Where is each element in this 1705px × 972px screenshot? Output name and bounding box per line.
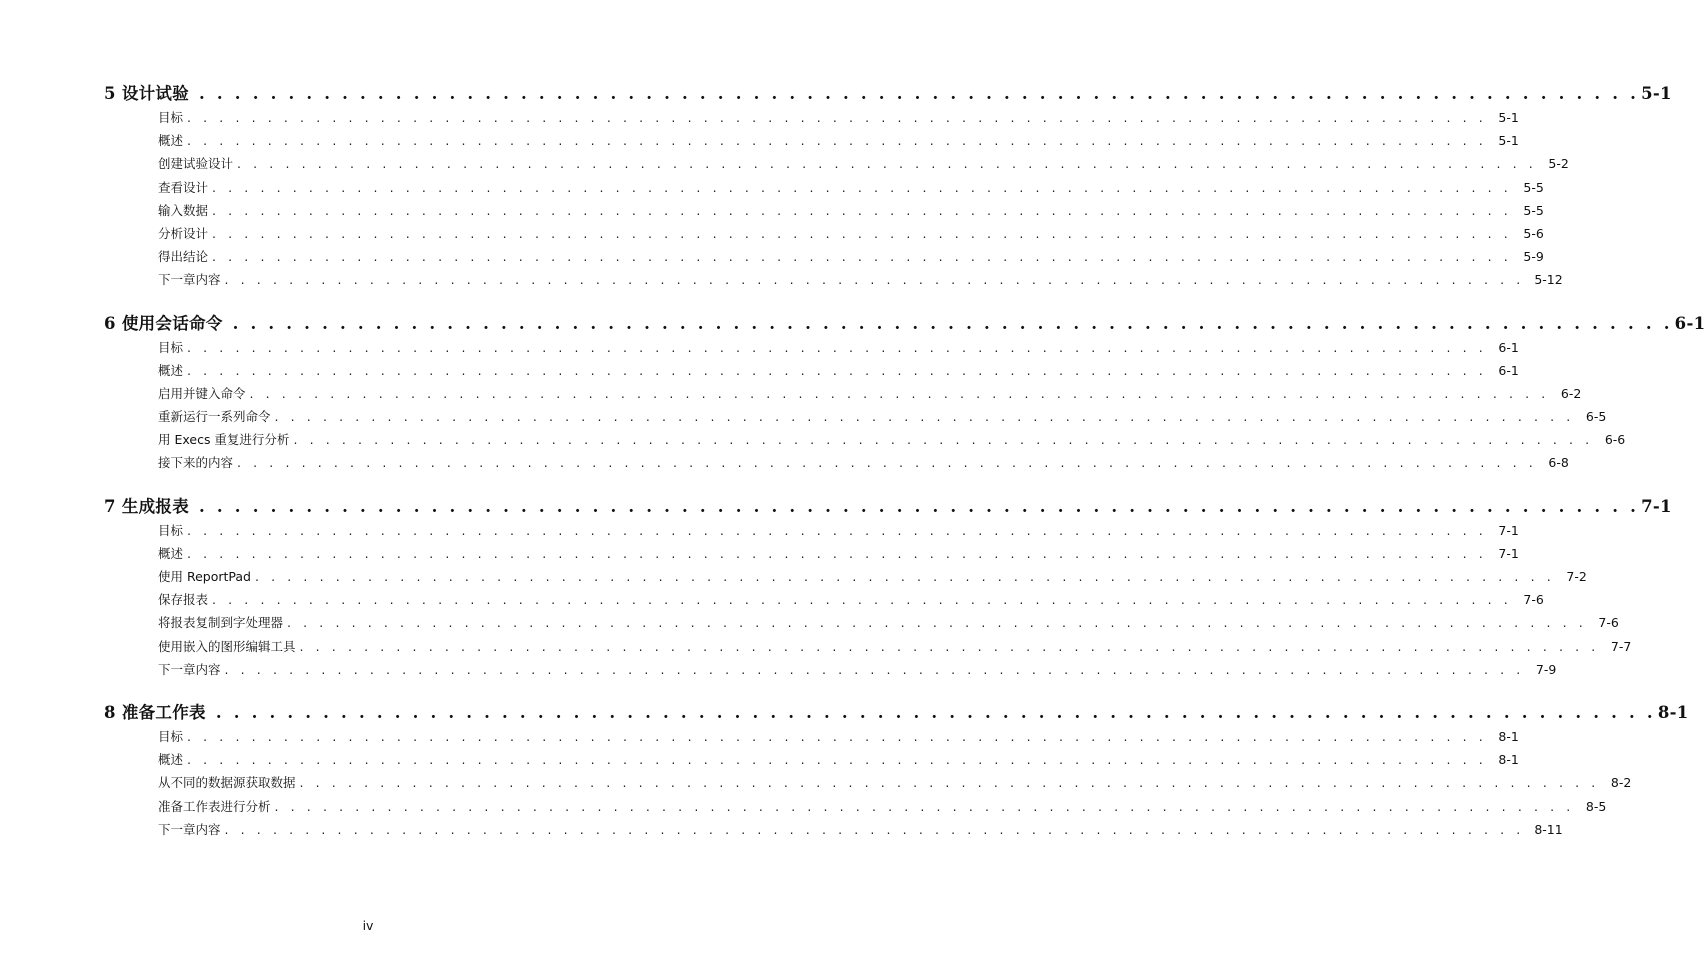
toc-entry <box>158 453 1569 476</box>
chapter-heading <box>104 699 1689 727</box>
entry-title: 下一章内容 <box>158 272 221 288</box>
toc-entry <box>158 820 1563 843</box>
toc-entry <box>158 384 1582 407</box>
toc-entry <box>158 544 1519 567</box>
chapter-page-number: 8-1 <box>1657 702 1689 722</box>
toc-entry <box>158 154 1569 177</box>
entry-title: 目标 <box>158 522 184 538</box>
entry-title: 将报表复制到字处理器 <box>158 615 284 631</box>
dot-leader: . . . . . . . . . . . . . . . . . . . . . . . . . . . . . . . . . . . . . . . . . . . . . . . . . . . . . . . . . . . . . . . . . . . . . . . . . . . . . . . . . <box>237 455 1537 471</box>
chapter-title: 5 设计试验 <box>104 84 190 103</box>
entry-page-number: 5-12 <box>1534 272 1563 288</box>
chapter-page-number: 5-1 <box>1641 84 1672 103</box>
toc-entry <box>158 201 1544 224</box>
entry-page-number: 6-8 <box>1548 455 1569 471</box>
toc-entry <box>158 750 1519 773</box>
dot-leader: . . . . . . . . . . . . . . . . . . . . . . . . . . . . . . . . . . . . . . . . . . . . . . . . . . . . . . . . . . . . . . . . . . . . . . . . . . . . . . . . . <box>212 225 1512 241</box>
entry-title: 查看设计 <box>158 179 209 195</box>
entry-page-number: 7-1 <box>1498 545 1519 561</box>
toc-entry <box>158 567 1587 590</box>
chapter-title: 8 准备工作表 <box>104 702 206 722</box>
entry-title: 输入数据 <box>158 202 209 218</box>
dot-leader: . . . . . . . . . . . . . . . . . . . . . . . . . . . . . . . . . . . . . . . . . . . . . . . . . . . . . . . . . . . . . . . . . . . . . . . . . . . . . . . . . <box>274 798 1575 814</box>
entry-title: 概述 <box>158 133 184 149</box>
entry-page-number: 7-7 <box>1610 638 1632 654</box>
dot-leader: . . . . . . . . . . . . . . . . . . . . . . . . . . . . . . . . . . . . . . . . . . . . . . . . . . . . . . . . . . . . . . . . . . . . . . . . . . . . . . . . . <box>187 110 1487 125</box>
toc-entry <box>158 224 1544 247</box>
entry-page-number: 6-6 <box>1604 432 1626 448</box>
entry-page-number: 8-5 <box>1585 798 1607 814</box>
chapter-heading <box>104 310 1705 338</box>
entry-title: 概述 <box>158 545 184 561</box>
entry-page-number: 8-2 <box>1610 775 1632 791</box>
entry-page-number: 6-2 <box>1560 385 1582 401</box>
entry-title: 启用并键入命令 <box>158 385 246 401</box>
toc-entry <box>158 637 1632 660</box>
dot-leader: . . . . . . . . . . . . . . . . . . . . . . . . . . . . . . . . . . . . . . . . . . . . . . . . . . . . . . . . . . . . . . . . . . . . . . . . . . . . . . . . . <box>187 133 1487 149</box>
entry-title: 创建试验设计 <box>158 156 234 172</box>
dot-leader: . . . . . . . . . . . . . . . . . . . . . . . . . . . . . . . . . . . . . . . . . . . . . . . . . . . . . . . . . . . . . . . . . . . . . . . . . . . . . . . . . <box>212 202 1512 218</box>
chapter-section <box>104 699 1689 843</box>
dot-leader: . . . . . . . . . . . . . . . . . . . . . . . . . . . . . . . . . . . . . . . . . . . . . . . . . . . . . . . . . . . . . . . . . . . . . . . . . . . . . . . . . <box>187 728 1487 744</box>
entry-title: 接下来的内容 <box>158 455 234 471</box>
entry-title: 分析设计 <box>158 225 209 241</box>
entry-page-number: 8-1 <box>1498 728 1519 744</box>
dot-leader: . . . . . . . . . . . . . . . . . . . . . . . . . . . . . . . . . . . . . . . . . . . . . . . . . . . . . . . . . . . . . . . . . . . . . . . . . . . . . . . . . <box>299 775 1600 791</box>
chapter-section <box>104 80 1672 294</box>
dot-leader: . . . . . . . . . . . . . . . . . . . . . . . . . . . . . . . . . . . . . . . . . . . . . . . . . . . . . . . . . . . . . . . . . . . . . . . . . . . . . . . . . <box>187 752 1487 768</box>
entry-page-number: 7-1 <box>1498 522 1519 538</box>
entry-title: 下一章内容 <box>158 661 221 677</box>
entry-page-number: 5-5 <box>1523 179 1544 195</box>
toc-entry <box>158 521 1519 544</box>
toc-entry <box>158 178 1544 201</box>
entry-page-number: 6-1 <box>1498 339 1519 355</box>
toc-entry <box>158 247 1544 270</box>
toc-entry <box>158 727 1519 750</box>
dot-leader: . . . . . . . . . . . . . . . . . . . . . . . . . . . . . . . . . . . . . . . . . . . . . . . . . . . . . . . . . . . . . . . . . . . . . . . . . . . . . . . . . <box>187 339 1487 355</box>
entry-page-number: 7-6 <box>1523 592 1544 608</box>
toc-entry <box>158 407 1607 430</box>
entry-title: 使用嵌入的图形编辑工具 <box>158 638 296 654</box>
dot-leader: . . . . . . . . . . . . . . . . . . . . . . . . . . . . . . . . . . . . . . . . . . . . . . . . . . . . . . . . . . . . . . . . . . . . . . . . . . . . . . . . . <box>287 615 1587 631</box>
page-number: iv <box>362 918 374 933</box>
dot-leader: . . . . . . . . . . . . . . . . . . . . . . . . . . . . . . . . . . . . . . . . . . . . . . . . . . . . . . . . . . . . . . . . . . . . . . . . . . . . . . . . . <box>199 496 1640 516</box>
toc-entry <box>158 430 1626 453</box>
chapter-heading <box>104 80 1672 108</box>
toc-entry <box>158 797 1607 820</box>
dot-leader: . . . . . . . . . . . . . . . . . . . . . . . . . . . . . . . . . . . . . . . . . . . . . . . . . . . . . . . . . . . . . . . . . . . . . . . . . . . . . . . . . <box>224 272 1525 288</box>
chapter-page-number: 6-1 <box>1674 313 1705 333</box>
dot-leader: . . . . . . . . . . . . . . . . . . . . . . . . . . . . . . . . . . . . . . . . . . . . . . . . . . . . . . . . . . . . . . . . . . . . . . . . . . . . . . . . . <box>232 313 1673 333</box>
entry-page-number: 5-9 <box>1523 249 1544 265</box>
dot-leader: . . . . . . . . . . . . . . . . . . . . . . . . . . . . . . . . . . . . . . . . . . . . . . . . . . . . . . . . . . . . . . . . . . . . . . . . . . . . . . . . . <box>254 569 1555 584</box>
chapter-heading <box>104 493 1672 521</box>
entry-page-number: 6-5 <box>1585 409 1607 425</box>
entry-page-number: 7-6 <box>1598 615 1619 631</box>
entry-title: 目标 <box>158 339 184 355</box>
entry-page-number: 7-9 <box>1535 661 1557 677</box>
dot-leader: . . . . . . . . . . . . . . . . . . . . . . . . . . . . . . . . . . . . . . . . . . . . . . . . . . . . . . . . . . . . . . . . . . . . . . . . . . . . . . . . . <box>187 522 1487 538</box>
entry-title: 保存报表 <box>158 592 209 608</box>
dot-leader: . . . . . . . . . . . . . . . . . . . . . . . . . . . . . . . . . . . . . . . . . . . . . . . . . . . . . . . . . . . . . . . . . . . . . . . . . . . . . . . . . <box>212 249 1512 265</box>
toc-entry <box>158 108 1519 131</box>
chapter-section <box>104 310 1705 477</box>
entry-title: 重新运行一系列命令 <box>158 409 271 425</box>
dot-leader: . . . . . . . . . . . . . . . . . . . . . . . . . . . . . . . . . . . . . . . . . . . . . . . . . . . . . . . . . . . . . . . . . . . . . . . . . . . . . . . . . <box>299 638 1600 654</box>
entry-title: 得出结论 <box>158 249 209 265</box>
toc-entry <box>158 361 1519 384</box>
entry-page-number: 8-11 <box>1534 821 1563 837</box>
entry-title: 使用 ReportPad <box>158 569 251 584</box>
chapter-title: 6 使用会话命令 <box>104 313 223 333</box>
entry-page-number: 6-1 <box>1498 362 1519 378</box>
dot-leader: . . . . . . . . . . . . . . . . . . . . . . . . . . . . . . . . . . . . . . . . . . . . . . . . . . . . . . . . . . . . . . . . . . . . . . . . . . . . . . . . . <box>212 179 1512 195</box>
dot-leader: . . . . . . . . . . . . . . . . . . . . . . . . . . . . . . . . . . . . . . . . . . . . . . . . . . . . . . . . . . . . . . . . . . . . . . . . . . . . . . . . . <box>224 821 1525 837</box>
entry-page-number: 5-1 <box>1498 110 1519 125</box>
entry-page-number: 8-1 <box>1498 752 1519 768</box>
dot-leader: . . . . . . . . . . . . . . . . . . . . . . . . . . . . . . . . . . . . . . . . . . . . . . . . . . . . . . . . . . . . . . . . . . . . . . . . . . . . . . . . . <box>249 385 1550 401</box>
dot-leader: . . . . . . . . . . . . . . . . . . . . . . . . . . . . . . . . . . . . . . . . . . . . . . . . . . . . . . . . . . . . . . . . . . . . . . . . . . . . . . . . . <box>274 409 1575 425</box>
toc-entry <box>158 660 1557 683</box>
entry-title: 从不同的数据源获取数据 <box>158 775 296 791</box>
dot-leader: . . . . . . . . . . . . . . . . . . . . . . . . . . . . . . . . . . . . . . . . . . . . . . . . . . . . . . . . . . . . . . . . . . . . . . . . . . . . . . . . . <box>212 592 1512 608</box>
entry-title: 概述 <box>158 752 184 768</box>
dot-leader: . . . . . . . . . . . . . . . . . . . . . . . . . . . . . . . . . . . . . . . . . . . . . . . . . . . . . . . . . . . . . . . . . . . . . . . . . . . . . . . . . <box>293 432 1594 448</box>
entry-page-number: 5-2 <box>1548 156 1569 172</box>
toc-entry <box>158 773 1632 796</box>
entry-page-number: 5-6 <box>1523 225 1544 241</box>
dot-leader: . . . . . . . . . . . . . . . . . . . . . . . . . . . . . . . . . . . . . . . . . . . . . . . . . . . . . . . . . . . . . . . . . . . . . . . . . . . . . . . . . <box>237 156 1537 172</box>
entry-page-number: 7-2 <box>1566 569 1587 584</box>
entry-page-number: 5-1 <box>1498 133 1519 149</box>
toc-entry <box>158 131 1519 154</box>
entry-page-number: 5-5 <box>1523 202 1544 218</box>
toc-entry <box>158 270 1563 293</box>
entry-title: 概述 <box>158 362 184 378</box>
entry-title: 目标 <box>158 110 184 125</box>
dot-leader: . . . . . . . . . . . . . . . . . . . . . . . . . . . . . . . . . . . . . . . . . . . . . . . . . . . . . . . . . . . . . . . . . . . . . . . . . . . . . . . . . <box>199 84 1640 103</box>
entry-title: 用 Execs 重复进行分析 <box>158 432 290 448</box>
chapter-page-number: 7-1 <box>1641 496 1672 516</box>
entry-title: 目标 <box>158 728 184 744</box>
chapter-section <box>104 493 1672 683</box>
dot-leader: . . . . . . . . . . . . . . . . . . . . . . . . . . . . . . . . . . . . . . . . . . . . . . . . . . . . . . . . . . . . . . . . . . . . . . . . . . . . . . . . . <box>215 702 1656 722</box>
toc-entry <box>158 338 1519 361</box>
dot-leader: . . . . . . . . . . . . . . . . . . . . . . . . . . . . . . . . . . . . . . . . . . . . . . . . . . . . . . . . . . . . . . . . . . . . . . . . . . . . . . . . . <box>187 545 1487 561</box>
toc-entry <box>158 590 1544 613</box>
dot-leader: . . . . . . . . . . . . . . . . . . . . . . . . . . . . . . . . . . . . . . . . . . . . . . . . . . . . . . . . . . . . . . . . . . . . . . . . . . . . . . . . . <box>187 362 1487 378</box>
table-of-contents <box>104 80 1705 859</box>
entry-title: 下一章内容 <box>158 821 221 837</box>
chapter-title: 7 生成报表 <box>104 496 190 516</box>
toc-entry <box>158 613 1619 636</box>
entry-title: 准备工作表进行分析 <box>158 798 271 814</box>
dot-leader: . . . . . . . . . . . . . . . . . . . . . . . . . . . . . . . . . . . . . . . . . . . . . . . . . . . . . . . . . . . . . . . . . . . . . . . . . . . . . . . . . <box>224 661 1525 677</box>
